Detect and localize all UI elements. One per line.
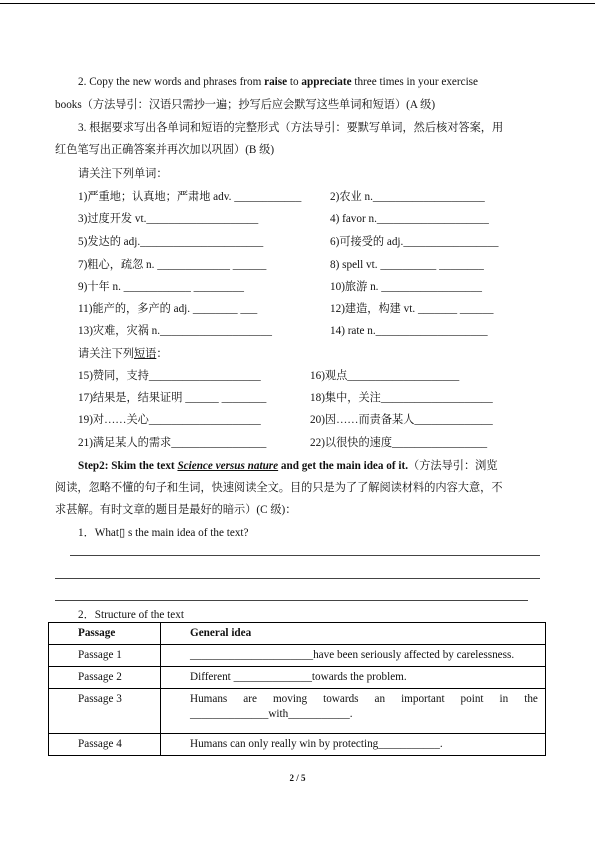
idea-word: important <box>401 693 445 705</box>
blank-field[interactable]: ______________________ <box>190 649 314 661</box>
item3-line1: 3. 根据要求写出各单词和短语的完整形式（方法导引：要默写单词，然后核对答案，用 <box>78 122 504 134</box>
idea-word: moving <box>272 693 308 705</box>
item2-word-appreciate: appreciate <box>301 76 352 88</box>
item2-word-raise: raise <box>264 76 288 88</box>
phrase-item-18: 18)集中，关注____________________ <box>310 392 493 404</box>
table-header-row <box>49 623 546 645</box>
word-item-10: 10)旅游 n. __________________ <box>330 281 482 293</box>
table-row <box>49 667 546 689</box>
general-idea-cell <box>161 667 546 689</box>
phrase-item-17: 17)结果是，结果证明 ______ ________ <box>78 392 267 404</box>
table-row <box>49 645 546 667</box>
item2-line2: books（方法导引：汉语只需抄一遍；抄写后应会默写这些单词和短语）(A 级) <box>55 99 436 111</box>
second-line <box>190 707 540 722</box>
step2-line3: 求甚解。有时文章的题目是最好的暗示）(C 级)： <box>55 504 297 516</box>
step2-line1 <box>78 459 498 473</box>
idea-text: have been seriously affected by carelessness. <box>313 649 515 661</box>
phrase-item-20: 20)因……而责备某人______________ <box>310 414 493 426</box>
table-row <box>49 734 546 756</box>
word-item-2: 2)农业 n.____________________ <box>330 191 485 203</box>
idea-text: Humans can only really win by protecting <box>190 738 379 750</box>
blank-field[interactable]: ______________ <box>190 708 269 720</box>
phrases-heading <box>78 347 168 361</box>
item2-text-c: three times in your exercise <box>351 76 478 88</box>
phrases-heading-pre: 请关注下列 <box>78 348 134 360</box>
general-idea-cell <box>161 645 546 667</box>
header-passage: Passage <box>49 623 161 645</box>
blank-field[interactable]: ______________ <box>233 671 312 683</box>
phrases-heading-underlined: 短语 <box>133 348 157 360</box>
item3-line2: 红色笔写出正确答案并再次加以巩固）(B 级) <box>55 144 275 156</box>
word-item-6: 6)可接受的 adj._________________ <box>330 236 499 248</box>
passage-label: Passage 3 <box>49 689 161 734</box>
passage-label: Passage 1 <box>49 645 161 667</box>
idea-text: with <box>268 708 289 720</box>
step2-line2: 阅读，忽略不懂的句子和生词，快速阅读全文。目的只是为了了解阅读材料的内容大意，不 <box>55 482 503 494</box>
idea-text: Different <box>190 671 234 683</box>
word-item-9: 9)十年 n. ____________ _________ <box>78 281 244 293</box>
words-heading: 请关注下列单词： <box>78 168 168 180</box>
passage-label: Passage 2 <box>49 667 161 689</box>
word-item-7: 7)粗心，疏忽 n. _____________ ______ <box>78 259 267 271</box>
question-2: 2．Structure of the text <box>78 609 184 621</box>
table-row <box>49 689 546 734</box>
idea-word: towards <box>323 693 359 705</box>
item2-text-a: 2. Copy the new words and phrases from <box>78 76 265 88</box>
idea-text: . <box>349 708 353 720</box>
structure-table <box>48 622 546 756</box>
header-general-idea: General idea <box>161 623 546 645</box>
answer-line-3[interactable] <box>55 600 528 601</box>
phrases-heading-colon: ： <box>156 348 168 360</box>
word-item-4: 4) favor n.____________________ <box>330 213 489 225</box>
idea-text: . <box>439 738 443 750</box>
phrase-item-15: 15)赞同，支持____________________ <box>78 370 261 382</box>
idea-word: in <box>499 693 509 705</box>
word-item-3: 3)过度开发 vt.____________________ <box>78 213 259 225</box>
page-number: 2 / 5 <box>289 773 306 783</box>
phrase-item-22: 22)以很快的速度_________________ <box>310 437 488 449</box>
item2-line1 <box>78 75 478 89</box>
header-rule <box>0 3 595 4</box>
word-item-1: 1)严重地；认真地；严肃地 adv. ____________ <box>78 191 302 203</box>
phrase-item-21: 21)满足某人的需求_________________ <box>78 437 267 449</box>
word-item-14: 14) rate n.____________________ <box>330 325 488 337</box>
step2-instruction: and get the main idea of it. <box>278 460 409 472</box>
blank-field[interactable]: ___________ <box>378 738 440 750</box>
blank-field[interactable]: ___________ <box>288 708 350 720</box>
idea-word: are <box>243 693 257 705</box>
word-item-12: 12)建造，构建 vt. _______ ______ <box>330 303 494 315</box>
word-item-8: 8) spell vt. __________ ________ <box>330 259 484 271</box>
passage-label: Passage 4 <box>49 734 161 756</box>
justified-line <box>190 692 538 707</box>
idea-word: the <box>524 693 538 705</box>
word-item-13: 13)灾难，灾祸 n.____________________ <box>78 325 272 337</box>
idea-word: an <box>374 693 386 705</box>
idea-word: Humans <box>190 693 228 705</box>
idea-text: towards the problem. <box>311 671 407 683</box>
step2-note: （方法导引：浏览 <box>408 460 498 472</box>
answer-line-2[interactable] <box>55 578 540 579</box>
step2-text-title: Science versus nature <box>177 460 279 472</box>
word-item-5: 5)发达的 adj.______________________ <box>78 236 264 248</box>
phrase-item-16: 16)观点____________________ <box>310 370 460 382</box>
answer-line-1[interactable] <box>70 555 540 556</box>
question-1: 1．What▯ s the main idea of the text? <box>78 527 249 539</box>
phrase-item-19: 19)对……关心____________________ <box>78 414 261 426</box>
word-item-11: 11)能产的，多产的 adj. ________ ___ <box>78 303 258 315</box>
idea-word: point <box>460 693 484 705</box>
item2-text-b: to <box>287 76 302 88</box>
general-idea-cell <box>161 734 546 756</box>
general-idea-cell <box>161 689 546 734</box>
step2-label: Step2: Skim the text <box>78 460 178 472</box>
